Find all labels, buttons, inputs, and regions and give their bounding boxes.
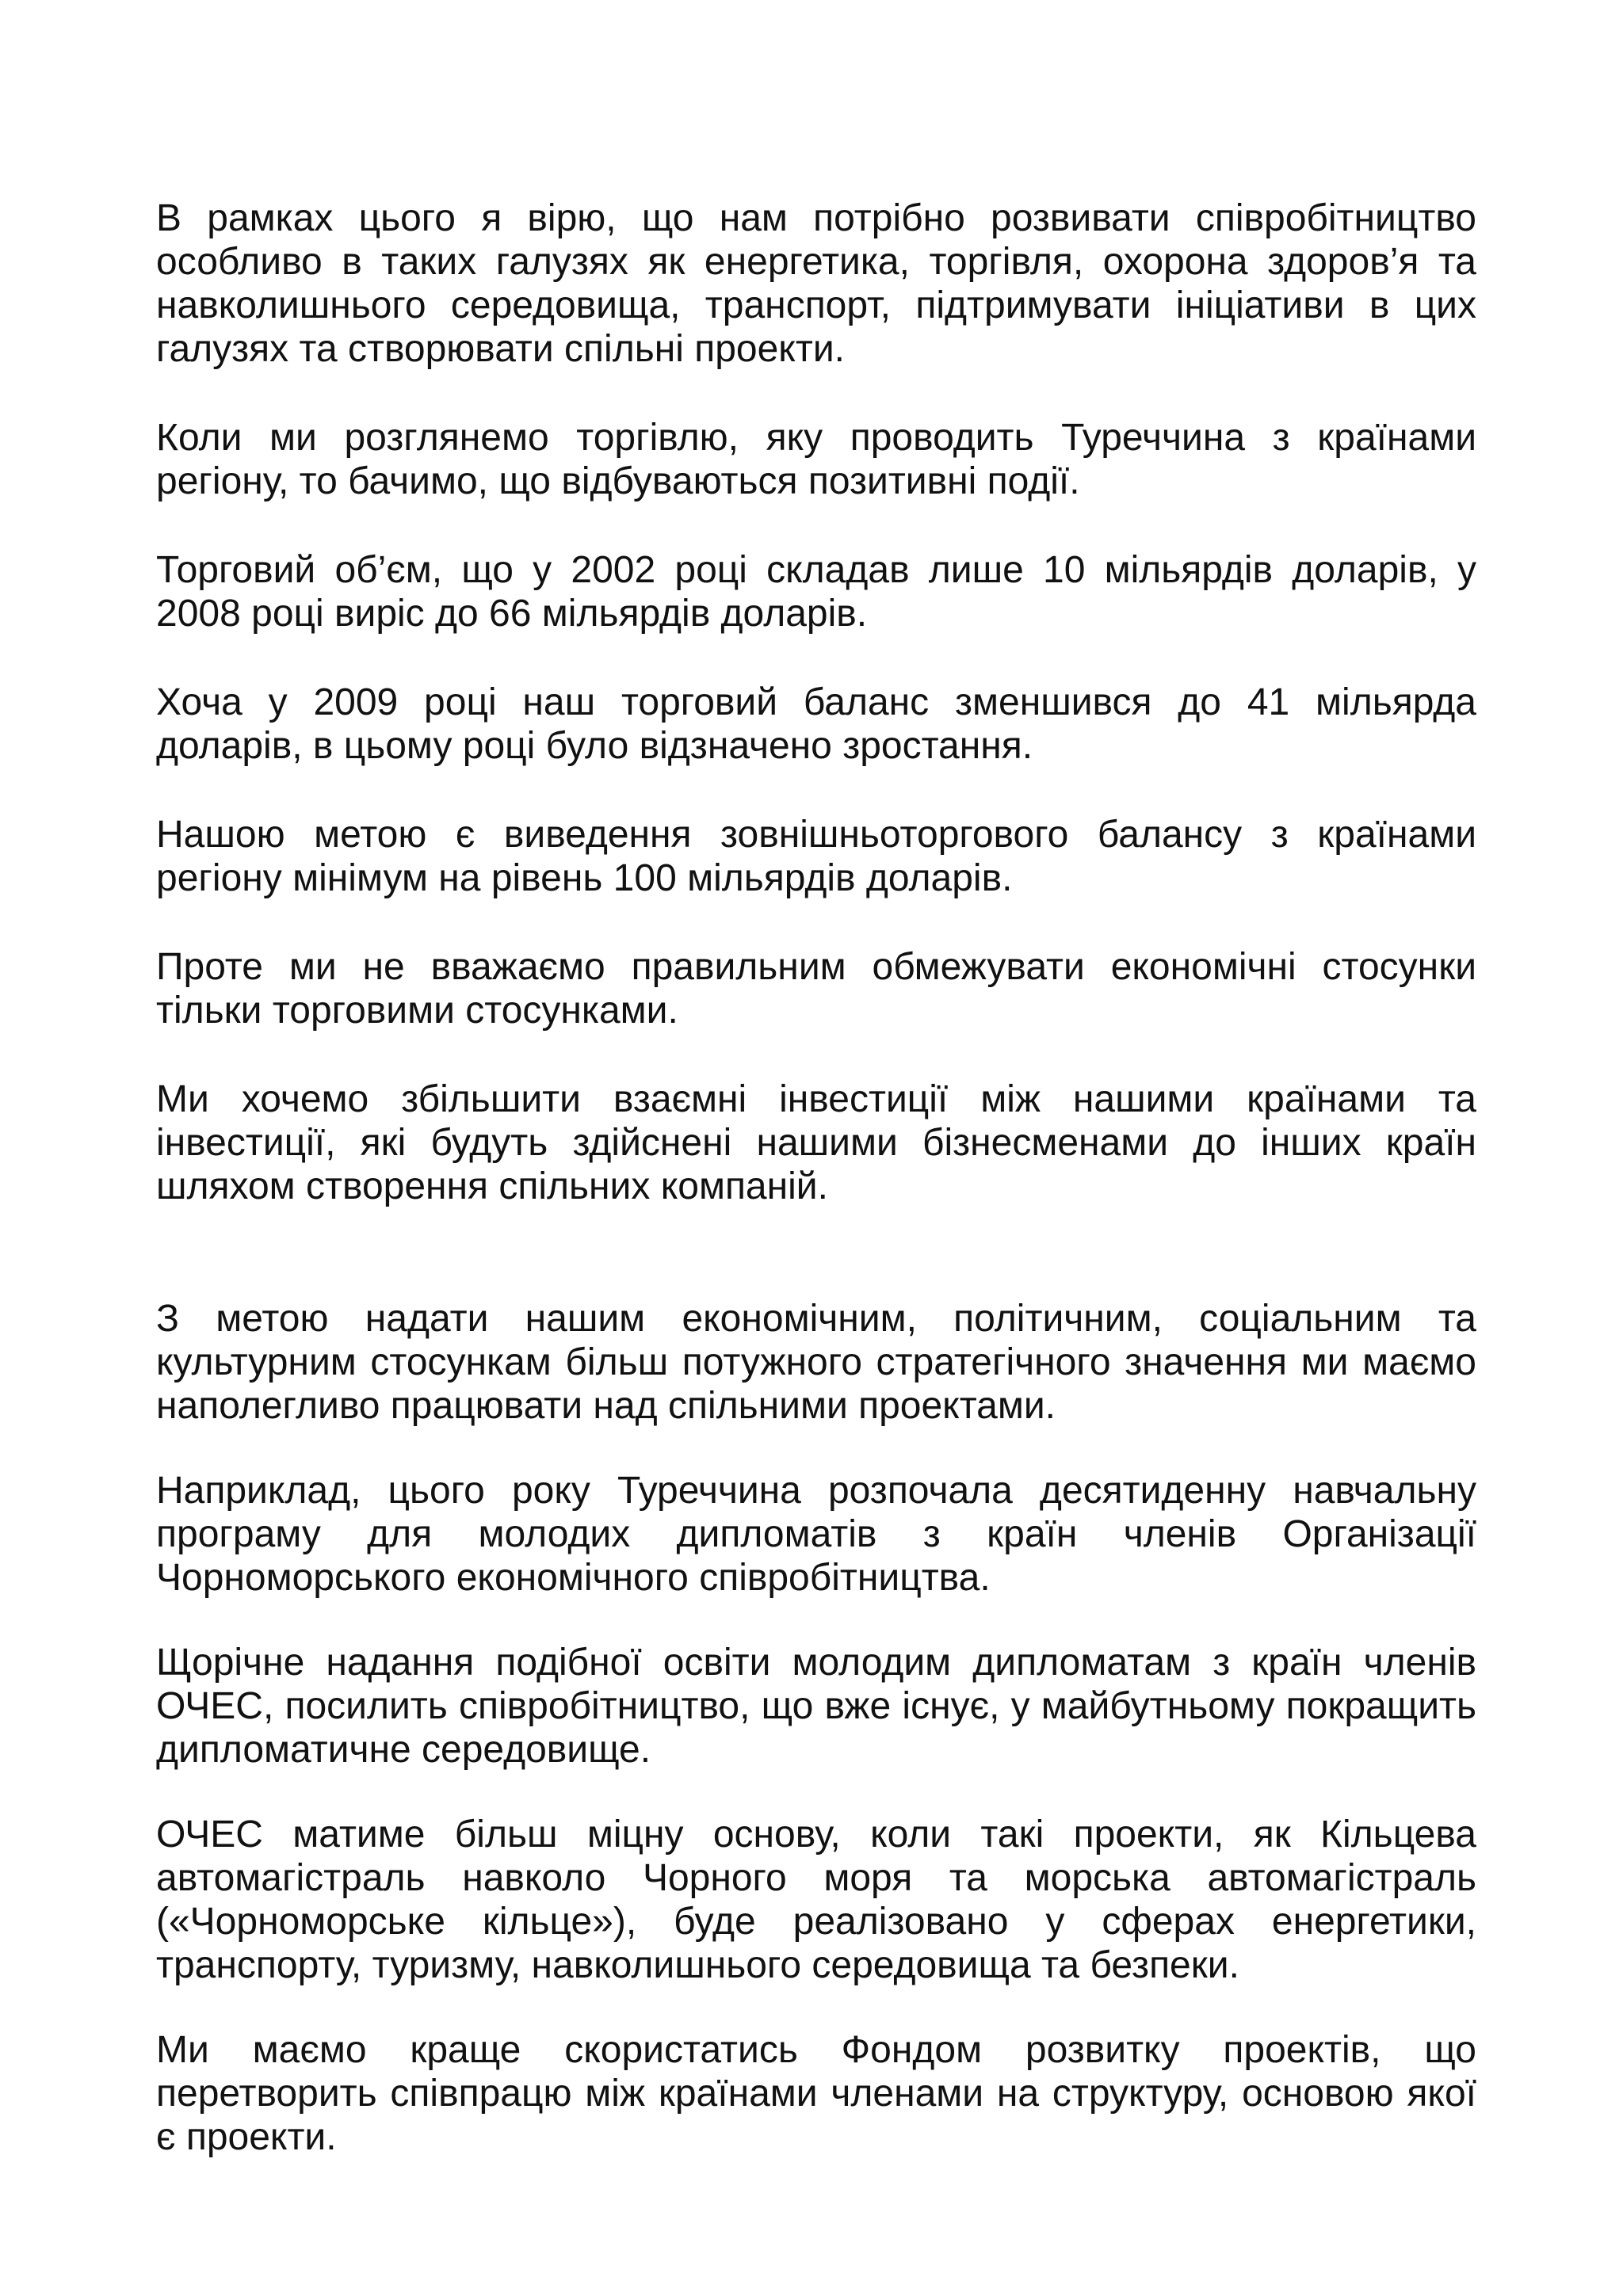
- paragraph-8: З метою надати нашим економічним, політичним, соціальним та культурним стосункам більш потужного стратегічного значення ми маємо наполегливо працювати над спільними проектами.: [156, 1298, 1476, 1427]
- paragraph-5: Нашою метою є виведення зовнішньоторгового балансу з країнами регіону мінімум на рівень 100 мільярдів доларів.: [156, 814, 1476, 899]
- paragraph-3: Торговий об’єм, що у 2002 році складав лише 10 мільярдів доларів, у 2008 році виріс до 66 мільярдів доларів.: [156, 549, 1476, 635]
- paragraph-12: Ми маємо краще скористатись Фондом розвитку проектів, що перетворить співпрацю між країнами членами на структуру, основою якої є проекти.: [156, 2029, 1476, 2158]
- paragraph-7: Ми хочемо збільшити взаємні інвестиції між нашими країнами та інвестиції, які будуть здійснені нашими бізнесменами до інших країн шляхом створення спільних компаній.: [156, 1078, 1476, 1207]
- paragraph-9: Наприклад, цього року Туреччина розпочала десятиденну навчальну програму для молодих дипломатів з країн членів Організації Чорноморського економічного співробітництва.: [156, 1470, 1476, 1599]
- paragraph-1: В рамках цього я вірю, що нам потрібно розвивати співробітництво особливо в таких галузях як енергетика, торгівля, охорона здоров’я та навколишнього середовища, транспорт, підтримувати ініціативи в цих галузях та створювати спільні проекти.: [156, 197, 1476, 370]
- paragraph-2: Коли ми розглянемо торгівлю, яку проводить Туреччина з країнами регіону, то бачимо, що відбуваються позитивні події.: [156, 417, 1476, 502]
- paragraph-6: Проте ми не вважаємо правильним обмежувати економічні стосунки тільки торговими стосунками.: [156, 946, 1476, 1032]
- document-body: [156, 196, 1476, 2200]
- paragraph-4: Хоча у 2009 році наш торговий баланс зменшився до 41 мільярда доларів, в цьому році було відзначено зростання.: [156, 681, 1476, 767]
- paragraph-10: Щорічне надання подібної освіти молодим дипломатам з країн членів ОЧЕС, посилить співробітництво, що вже існує, у майбутньому покращить дипломатичне середовище.: [156, 1642, 1476, 1771]
- paragraph-11: ОЧЕС матиме більш міцну основу, коли такі проекти, як Кільцева автомагістраль навколо Чорного моря та морська автомагістраль («Чорноморське кільце»), буде реалізовано у сферах енергетики, транспорту, туризму, навколишнього середовища та безпеки.: [156, 1814, 1476, 1986]
